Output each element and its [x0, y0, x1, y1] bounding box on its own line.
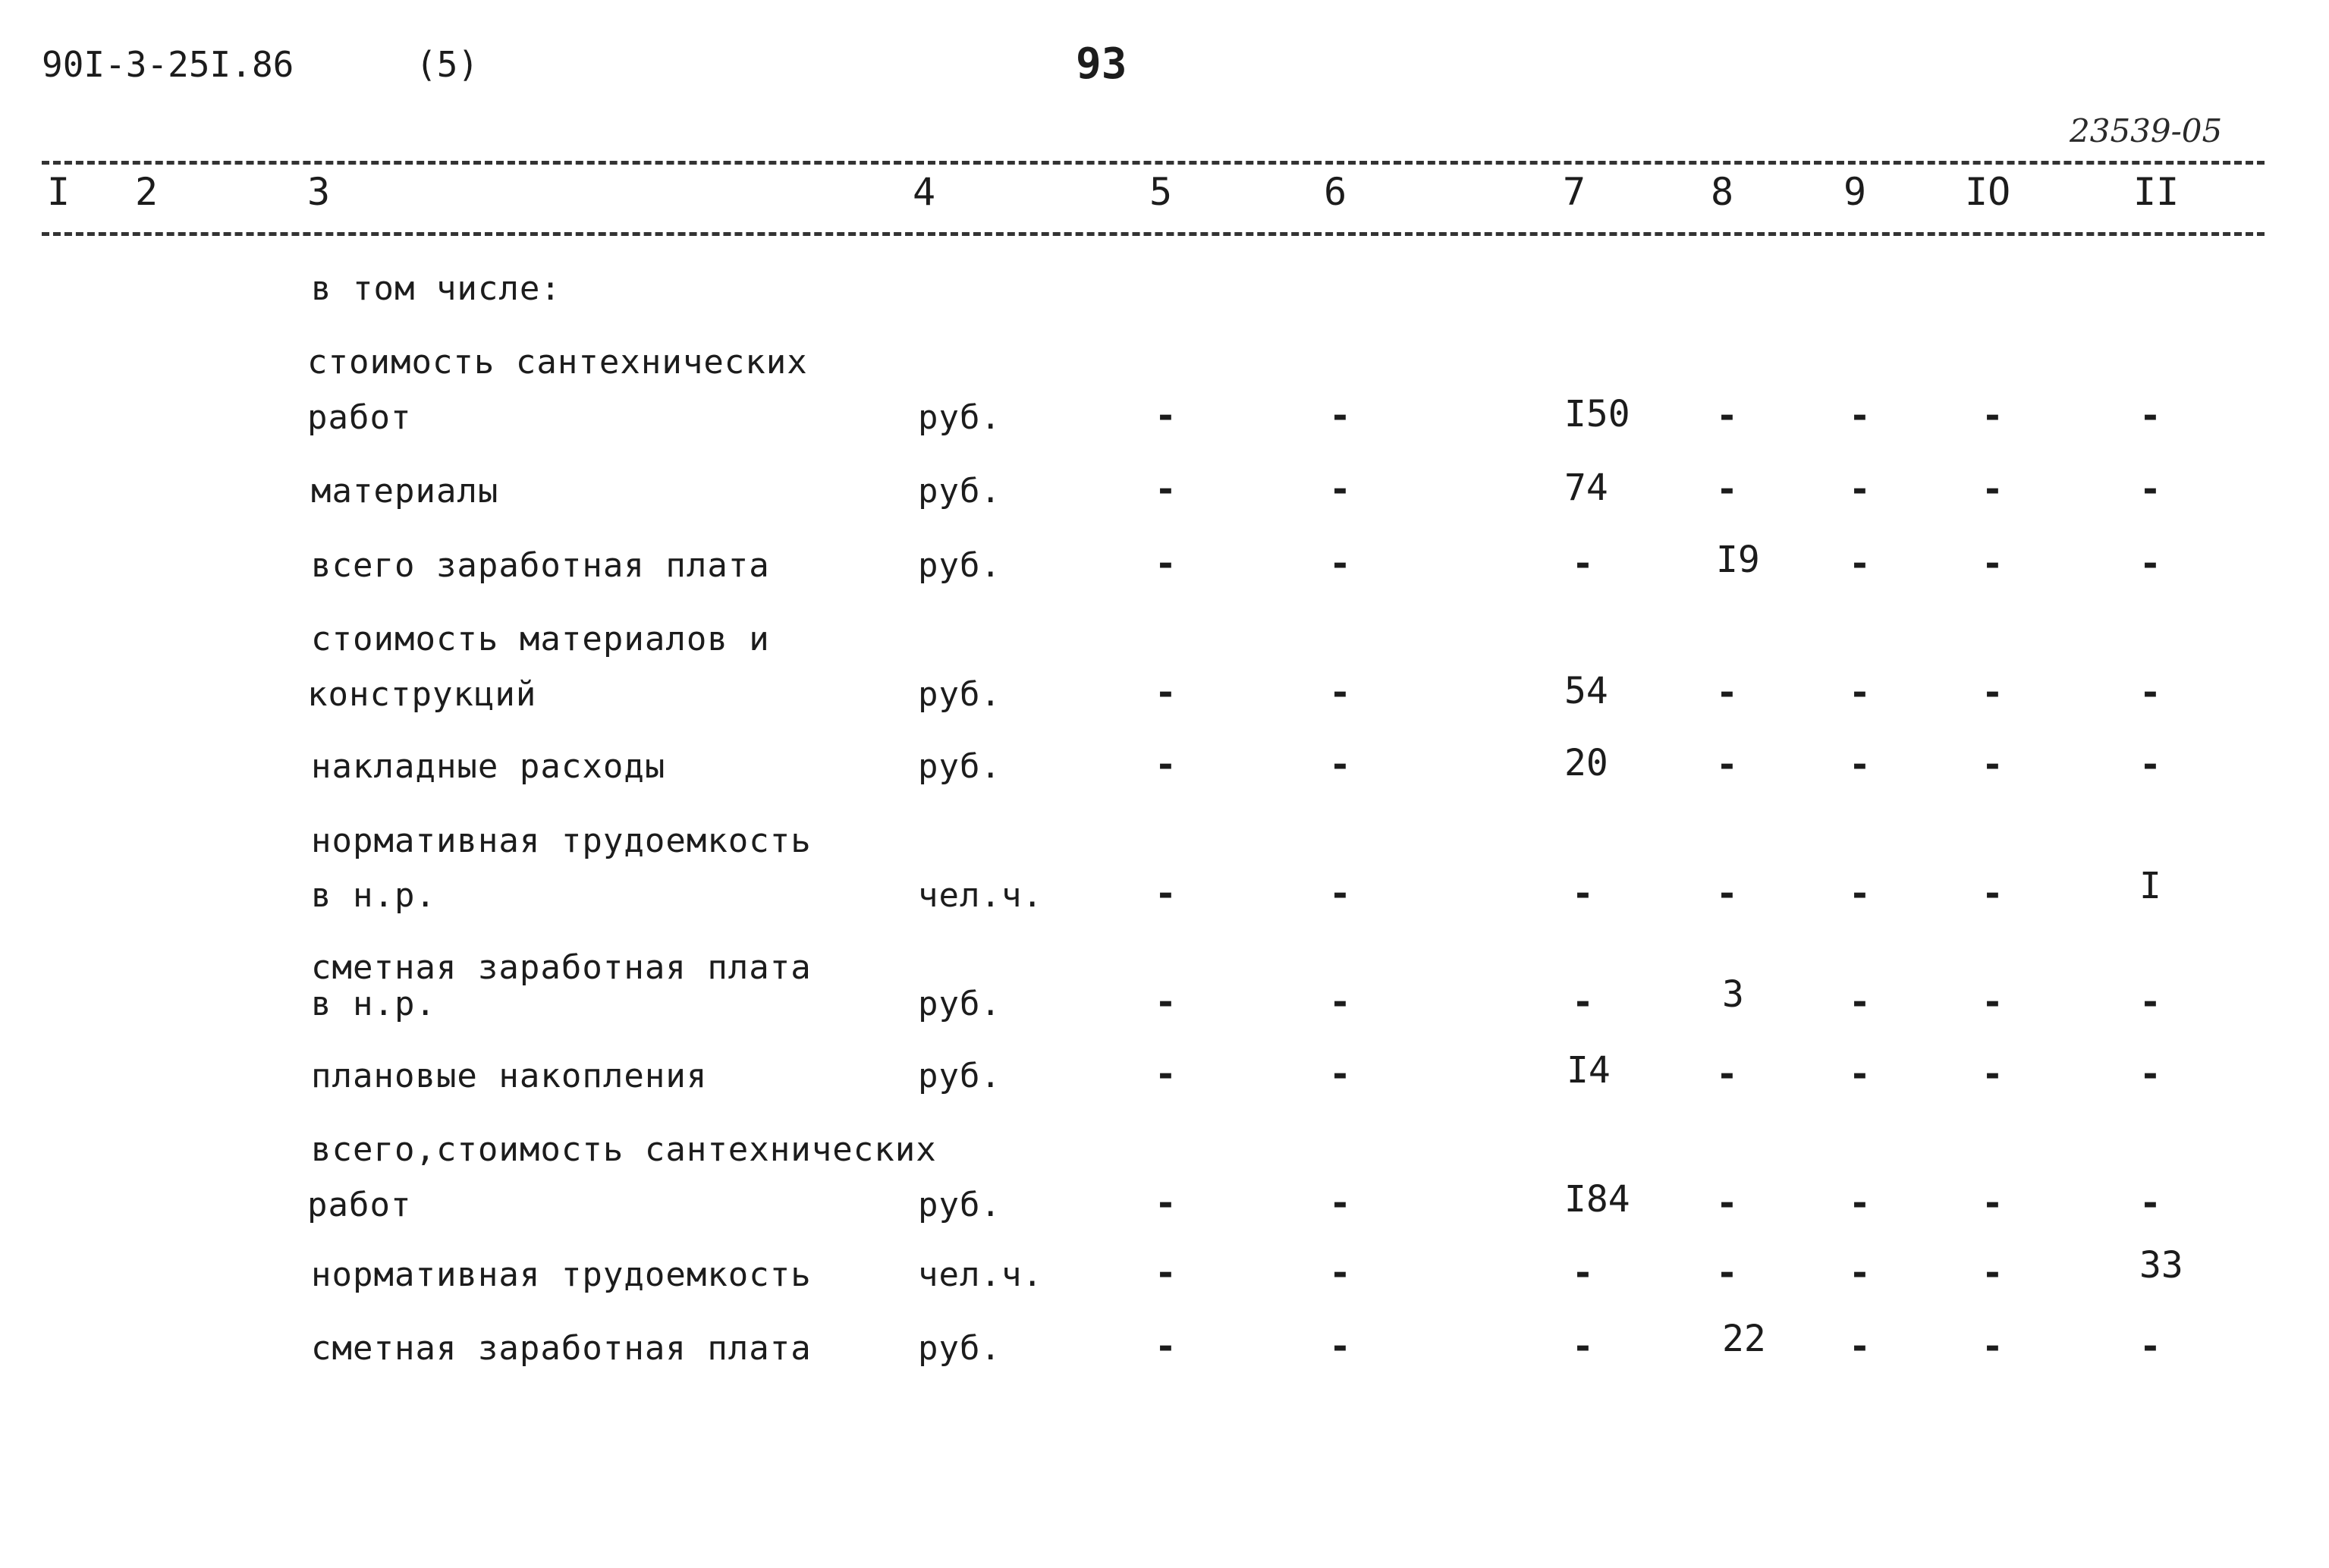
row-4-col5: -	[1155, 671, 1177, 714]
row-5-unit: руб.	[918, 747, 1001, 786]
row-11-col11: -	[2139, 1325, 2161, 1368]
row-11-col5: -	[1155, 1325, 1177, 1368]
row-4-unit: руб.	[918, 675, 1001, 714]
row-3-col9: -	[1849, 542, 1871, 585]
row-8-col9: -	[1849, 1053, 1871, 1095]
row-2-col8: -	[1716, 468, 1738, 511]
row-5-col9: -	[1849, 743, 1871, 786]
row-9-col8: -	[1716, 1182, 1738, 1224]
row-6-col7: -	[1572, 872, 1594, 915]
row-10-label-line-1: нормативная трудоемкость	[311, 1255, 812, 1294]
row-1-col9: -	[1849, 394, 1871, 437]
row-2-unit: руб.	[918, 472, 1001, 511]
row-2-col7: 74	[1564, 467, 1608, 509]
row-10-col6: -	[1329, 1252, 1351, 1294]
row-6-col9: -	[1849, 872, 1871, 915]
column-header-9: 9	[1843, 170, 1867, 214]
document-code: 90I-3-25I.86	[42, 44, 294, 85]
row-4-col8: -	[1716, 671, 1738, 714]
row-2-col10: -	[1982, 468, 2004, 511]
row-5-col11: -	[2139, 743, 2161, 786]
row-1-col8: -	[1716, 394, 1738, 437]
row-6-col11: I	[2139, 865, 2161, 907]
row-6-unit: чел.ч.	[918, 876, 1043, 915]
row-7-unit: руб.	[918, 985, 1001, 1023]
row-5-col7: 20	[1564, 742, 1608, 784]
row-5-col6: -	[1329, 743, 1351, 786]
row-5-label-line-1: накладные расходы	[311, 747, 666, 786]
column-header-10: IO	[1965, 170, 2011, 214]
row-4-col6: -	[1329, 671, 1351, 714]
row-7-label-line-1: сметная заработная плата	[311, 948, 812, 987]
row-7-col9: -	[1849, 981, 1871, 1023]
row-10-col5: -	[1155, 1252, 1177, 1294]
row-1-col5: -	[1155, 394, 1177, 437]
row-8-label-line-1: плановые накопления	[311, 1057, 708, 1095]
row-3-label-line-1: всего заработная плата	[311, 546, 770, 585]
row-8-unit: руб.	[918, 1057, 1001, 1095]
row-2-col5: -	[1155, 468, 1177, 511]
row-2-col6: -	[1329, 468, 1351, 511]
header-top-rule	[42, 161, 2265, 165]
row-6-label-line-1: нормативная трудоемкость	[311, 822, 812, 860]
row-8-col8: -	[1716, 1053, 1738, 1095]
row-6-col10: -	[1982, 872, 2004, 915]
row-9-unit: руб.	[918, 1186, 1001, 1224]
row-11-col9: -	[1849, 1325, 1871, 1368]
row-10-col7: -	[1572, 1252, 1594, 1294]
row-2-col11: -	[2139, 468, 2161, 511]
header-bottom-rule	[42, 232, 2265, 236]
row-6-label-line-2: в н.р.	[311, 876, 436, 915]
row-10-col11: 33	[2139, 1244, 2183, 1287]
row-1-label-line-2: работ	[307, 398, 412, 437]
row-6-col6: -	[1329, 872, 1351, 915]
row-8-col10: -	[1982, 1053, 2004, 1095]
row-8-col6: -	[1329, 1053, 1351, 1095]
row-5-col5: -	[1155, 743, 1177, 786]
row-2-label-line-1: материалы	[311, 472, 499, 511]
row-8-col5: -	[1155, 1053, 1177, 1095]
row-1-col10: -	[1982, 394, 2004, 437]
column-header-6: 6	[1324, 170, 1347, 214]
row-10-col9: -	[1849, 1252, 1871, 1294]
row-11-unit: руб.	[918, 1329, 1001, 1368]
row-7-col7: -	[1572, 981, 1594, 1023]
inventory-number: 23539-05	[2070, 112, 2223, 149]
row-7-col8: 3	[1722, 973, 1744, 1016]
row-4-col7: 54	[1564, 670, 1608, 712]
row-6-col5: -	[1155, 872, 1177, 915]
row-4-label-line-2: конструкций	[307, 675, 537, 714]
row-3-col8: I9	[1716, 539, 1760, 581]
row-11-col7: -	[1572, 1325, 1594, 1368]
row-3-col5: -	[1155, 542, 1177, 585]
column-header-1: I	[47, 170, 71, 214]
row-9-col6: -	[1329, 1182, 1351, 1224]
row-1-col7: I50	[1564, 393, 1630, 435]
column-header-2: 2	[135, 170, 159, 214]
row-9-col7: I84	[1564, 1178, 1630, 1221]
row-10-col8: -	[1716, 1252, 1738, 1294]
row-11-col6: -	[1329, 1325, 1351, 1368]
row-3-col11: -	[2139, 542, 2161, 585]
intro-label: в том числе:	[311, 269, 561, 308]
row-3-unit: руб.	[918, 546, 1001, 585]
row-3-col7: -	[1572, 542, 1594, 585]
column-header-5: 5	[1149, 170, 1173, 214]
row-9-label-line-1: всего,стоимость сантехнических	[311, 1130, 937, 1169]
row-11-label-line-1: сметная заработная плата	[311, 1329, 812, 1368]
row-8-col7: I4	[1567, 1049, 1611, 1092]
row-5-col8: -	[1716, 743, 1738, 786]
row-11-col8: 22	[1722, 1318, 1766, 1360]
column-header-7: 7	[1563, 170, 1586, 214]
row-2-col9: -	[1849, 468, 1871, 511]
row-9-col11: -	[2139, 1182, 2161, 1224]
document-part: (5)	[416, 44, 479, 85]
row-7-col5: -	[1155, 981, 1177, 1023]
row-3-col10: -	[1982, 542, 2004, 585]
row-9-col10: -	[1982, 1182, 2004, 1224]
row-1-col11: -	[2139, 394, 2161, 437]
row-9-col5: -	[1155, 1182, 1177, 1224]
row-7-col11: -	[2139, 981, 2161, 1023]
row-7-col10: -	[1982, 981, 2004, 1023]
row-1-label-line-1: стоимость сантехнических	[307, 343, 808, 382]
page-number: 93	[1076, 39, 1127, 89]
column-header-3: 3	[307, 170, 331, 214]
row-10-unit: чел.ч.	[918, 1255, 1043, 1294]
row-9-label-line-2: работ	[307, 1186, 412, 1224]
row-11-col10: -	[1982, 1325, 2004, 1368]
row-10-col10: -	[1982, 1252, 2004, 1294]
row-1-col6: -	[1329, 394, 1351, 437]
column-header-4: 4	[913, 170, 936, 214]
row-3-col6: -	[1329, 542, 1351, 585]
row-6-col8: -	[1716, 872, 1738, 915]
row-7-label-line-2: в н.р.	[311, 985, 436, 1023]
row-8-col11: -	[2139, 1053, 2161, 1095]
row-4-col11: -	[2139, 671, 2161, 714]
column-header-11: II	[2133, 170, 2180, 214]
row-5-col10: -	[1982, 743, 2004, 786]
row-9-col9: -	[1849, 1182, 1871, 1224]
row-4-col9: -	[1849, 671, 1871, 714]
row-4-col10: -	[1982, 671, 2004, 714]
row-4-label-line-1: стоимость материалов и	[311, 620, 770, 658]
column-header-8: 8	[1711, 170, 1734, 214]
row-7-col6: -	[1329, 981, 1351, 1023]
row-1-unit: руб.	[918, 398, 1001, 437]
